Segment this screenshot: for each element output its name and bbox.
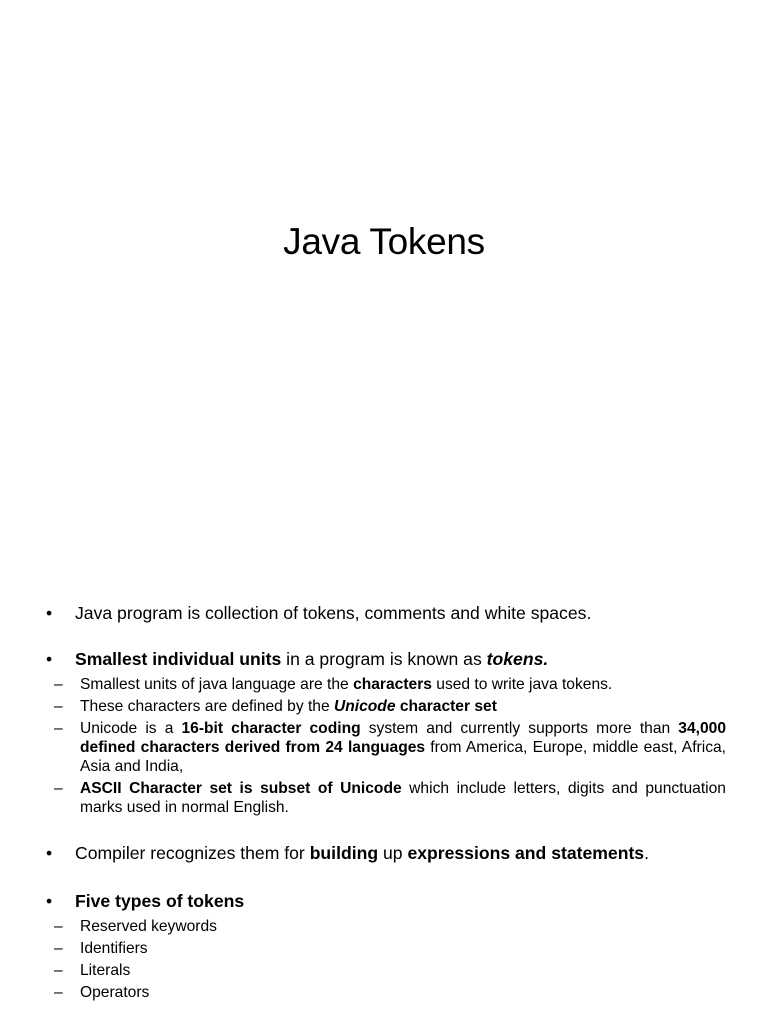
- sub-item-text-bold: ASCII Character set is subset of Unicode: [80, 780, 402, 797]
- sub-item-text: Literals: [80, 962, 131, 979]
- sub-item-text: Reserved keywords: [80, 918, 217, 935]
- bullet-dot-icon: •: [46, 843, 53, 863]
- sub-list-item: [46, 939, 726, 958]
- bullet-item: [46, 600, 726, 626]
- sub-list-item: [46, 917, 726, 936]
- dash-icon: –: [54, 918, 63, 935]
- sub-item-text: Smallest units of java language are the: [80, 676, 354, 693]
- bullet-text: up: [378, 843, 408, 863]
- bullet-text-bold: building: [309, 843, 379, 863]
- sub-list: [46, 917, 726, 1002]
- dash-icon: –: [54, 698, 63, 715]
- slide-title: Java Tokens: [283, 221, 485, 262]
- sub-item-text-bold: 34,000 defined characters derived from 24 languages: [80, 720, 726, 756]
- sub-item-text-bold: 16-bit character coding: [181, 720, 361, 737]
- sub-list-item: [46, 675, 726, 694]
- sub-item-text: system and currently supports more than: [360, 720, 679, 737]
- bullet-item: [46, 888, 726, 914]
- sub-item-text: from America, Europe, middle east, Africa, Asia and India,: [80, 739, 726, 775]
- sub-list-item: [46, 779, 726, 817]
- sub-list-item: [46, 697, 726, 716]
- dash-icon: –: [54, 940, 63, 957]
- bullet-text-emphasis: tokens.: [486, 649, 549, 669]
- bullet-text-bold: Smallest individual units: [75, 649, 282, 669]
- sub-list-item: [46, 961, 726, 980]
- sub-list: [46, 675, 726, 817]
- sub-item-text: which include letters, digits and punctuation marks used in normal English.: [80, 780, 726, 816]
- sub-item-text-bold: character set: [395, 698, 497, 715]
- sub-item-text: Operators: [80, 984, 150, 1001]
- dash-icon: –: [54, 962, 63, 979]
- sub-item-text: used to write java tokens.: [431, 676, 613, 693]
- sub-item-text: Unicode is a: [80, 720, 182, 737]
- dash-icon: –: [54, 720, 63, 737]
- bullet-item: [46, 840, 726, 866]
- sub-item-text: These characters are defined by the: [80, 698, 334, 715]
- bullet-text: in a program is known as: [281, 649, 487, 669]
- bullet-dot-icon: •: [46, 649, 53, 669]
- dash-icon: –: [54, 780, 63, 797]
- bullet-dot-icon: •: [46, 891, 53, 911]
- sub-item-text-emphasis: Unicode: [333, 698, 396, 715]
- bullet-text: Compiler recognizes them for: [75, 843, 310, 863]
- dash-icon: –: [54, 984, 63, 1001]
- bullet-item: [46, 646, 726, 672]
- sub-item-text: Identifiers: [80, 940, 148, 957]
- bullet-text: .: [644, 843, 649, 863]
- slide-content: [46, 600, 726, 1002]
- dash-icon: –: [54, 676, 63, 693]
- bullet-dot-icon: •: [46, 603, 53, 623]
- sub-list-item: [46, 719, 726, 776]
- bullet-text: Java program is collection of tokens, comments and white spaces.: [75, 603, 592, 623]
- sub-list-item: [46, 983, 726, 1002]
- bullet-text-bold: expressions and statements: [407, 843, 645, 863]
- sub-item-text-bold: characters: [353, 676, 432, 693]
- bullet-text-bold: Five types of tokens: [75, 891, 245, 911]
